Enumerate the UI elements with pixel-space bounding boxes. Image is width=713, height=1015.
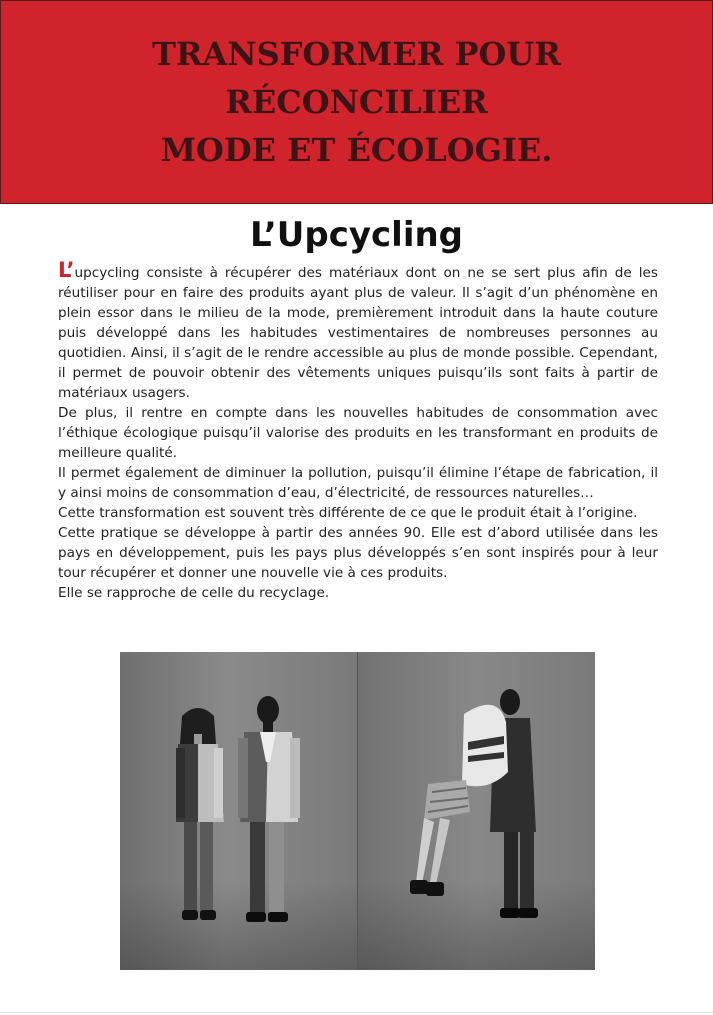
leaning-models-illustration xyxy=(358,652,596,970)
paragraph-3: Il permet également de diminuer la pollution, puisqu’il élimine l’étape de fabrication, il y ainsi moins de consommation d’eau, d’électricité, de ressources naturelles… xyxy=(58,465,658,501)
fashion-photo xyxy=(120,652,595,970)
title-banner xyxy=(0,0,713,204)
paragraph-1 xyxy=(58,260,658,403)
dropcap: L’ xyxy=(58,258,75,282)
paragraph-5: Cette pratique se développe à partir des années 90. Elle est d’abord utilisée dans les pays en développement, puis les pays plus développés s’en sont inspirés pour à leur tour récupérer et donner une nouvelle vie à ces produits. xyxy=(58,525,658,581)
article-title: L’Upcycling xyxy=(249,215,464,255)
article-body xyxy=(58,260,658,603)
paragraph-6: Elle se rapproche de celle du recyclage. xyxy=(58,585,330,601)
banner-line-1: TRANSFORMER POUR xyxy=(152,35,561,73)
paragraph-4: Cette transformation est souvent très différente de ce que le produit était à l’origine. xyxy=(58,505,638,521)
photo-panel-left xyxy=(120,652,357,970)
paragraph-2: De plus, il rentre en compte dans les nouvelles habitudes de consommation avec l’éthique écologique puisqu’il valorise des produits en les transformant en produits de meilleure qualité. xyxy=(58,405,658,461)
photo-panel-right xyxy=(357,652,596,970)
paragraph-1-text: upcycling consiste à récupérer des matériaux dont on ne se sert plus afin de les réutiliser pour en faire des produits ayant plus de valeur. Il s’agit d’un phénomène en plein essor dans le milieu de la mode, premièrement introduit dans la haute couture puis développé dans les habitudes vestimentaires de nombreuses personnes au quotidien. Ainsi, il s’agit de le rendre accessible au plus de monde possible. Cependant, il permet de pouvoir obtenir des vêtements uniques puisqu’ils sont faits à partir de matériaux usagers. xyxy=(58,265,658,401)
banner-line-2: RÉCONCILIER xyxy=(225,83,488,121)
standing-models-illustration xyxy=(120,652,357,970)
page-bottom-edge xyxy=(0,1012,713,1013)
banner-line-3: MODE ET ÉCOLOGIE. xyxy=(160,131,553,169)
